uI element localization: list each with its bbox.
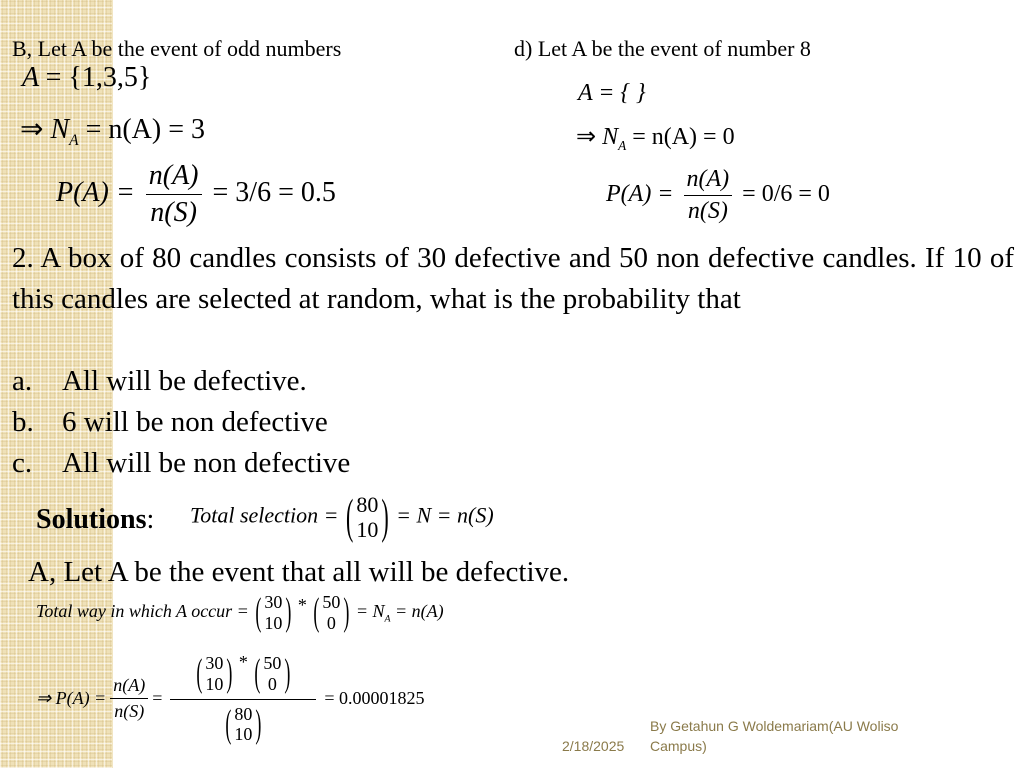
binomial-50-0 <box>254 650 291 695</box>
solutions-label: Solutions <box>36 504 147 535</box>
left-heading: B, Let A be the event of odd numbers <box>12 36 342 61</box>
left-p-rhs: = 3/6 = 0.5 <box>212 176 336 208</box>
left-p-denominator: n(S) <box>150 197 197 228</box>
binom-bottom: 10 <box>205 673 224 694</box>
right-p-fraction <box>684 166 733 225</box>
final-fraction <box>110 675 148 722</box>
item-marker: c. <box>12 447 33 479</box>
footer-date: 2/18/2025 <box>562 738 625 754</box>
part-a-heading: A, Let A be the event that all will be defective. <box>28 556 570 588</box>
right-p-lhs: P(A) = <box>606 181 674 208</box>
left-n-symbol: N <box>50 114 70 145</box>
implies-symbol: ⇒ <box>20 114 44 145</box>
binom-top: 30 <box>205 653 224 674</box>
item-text: 6 will be non defective <box>62 406 328 438</box>
right-paren: ) <box>226 650 233 695</box>
left-set-equation <box>22 62 151 94</box>
binom-stack <box>260 653 284 694</box>
left-paren: ( <box>313 589 320 634</box>
final-denominator: n(S) <box>114 700 145 721</box>
binom-top: 80 <box>234 703 253 724</box>
binom-bottom: 10 <box>264 612 283 633</box>
multiply-star: * <box>238 652 248 672</box>
binom-bottom: 10 <box>356 517 379 543</box>
combination-fraction <box>170 652 316 745</box>
right-paren: ) <box>343 589 350 634</box>
binom-top: 50 <box>322 592 341 612</box>
left-n-subscript: A <box>69 131 79 149</box>
binom-top: 80 <box>356 492 379 517</box>
binomial-80-10 <box>345 488 389 544</box>
right-n-equation <box>576 122 735 154</box>
left-p-fraction <box>146 160 202 229</box>
left-probability-equation <box>56 160 336 229</box>
final-prefix: ⇒ P(A) = <box>36 687 107 708</box>
right-p-denominator: n(S) <box>687 198 728 224</box>
right-set-equation: A = { } <box>578 80 646 106</box>
left-n-equation <box>20 112 205 150</box>
binom-stack <box>231 704 255 745</box>
multiply-star: * <box>297 594 307 615</box>
way-label: Total way in which A occur = <box>36 600 249 621</box>
problem-items <box>12 361 350 484</box>
total-selection-equation <box>190 488 494 544</box>
final-numerator: n(A) <box>110 675 148 699</box>
binom-bottom: 0 <box>326 612 336 633</box>
list-item <box>12 361 350 402</box>
binomial-30-10 <box>255 589 292 634</box>
right-heading: d) Let A be the event of number 8 <box>514 36 811 61</box>
solutions-colon: : <box>146 504 155 535</box>
left-set-eq: = <box>45 62 62 93</box>
item-marker: b. <box>12 406 34 438</box>
right-paren: ) <box>285 589 292 634</box>
list-item <box>12 402 350 443</box>
binomial-50-0 <box>313 589 350 634</box>
right-paren: ) <box>381 488 389 544</box>
footer-author: By Getahun G Woldemariam(AU Woliso Campus) <box>650 718 899 754</box>
left-n-rest: = n(A) = 3 <box>85 114 206 145</box>
binom-bottom: 10 <box>234 724 253 745</box>
total-selection-rhs: = N = n(S) <box>396 502 494 528</box>
right-n-symbol: N <box>602 124 619 150</box>
left-paren: ( <box>345 488 354 544</box>
way-rhs-rest: = n(A) <box>395 600 444 621</box>
way-equation <box>36 589 444 634</box>
item-marker: a. <box>12 365 33 397</box>
left-paren: ( <box>254 650 261 695</box>
left-paren: ( <box>196 650 203 695</box>
right-p-rhs: = 0/6 = 0 <box>742 181 830 208</box>
right-paren: ) <box>255 701 262 746</box>
final-probability-equation <box>36 652 425 745</box>
right-paren: ) <box>284 650 291 695</box>
right-n-subscript: A <box>618 137 627 153</box>
left-paren: ( <box>225 701 232 746</box>
left-p-lhs: P(A) = <box>56 176 135 208</box>
item-text: All will be non defective <box>62 447 351 479</box>
left-p-numerator: n(A) <box>146 160 202 195</box>
item-text: All will be defective. <box>62 365 307 397</box>
list-item <box>12 443 350 484</box>
way-rhs-subscript: A <box>384 613 391 625</box>
right-n-rest: = n(A) = 0 <box>632 124 735 150</box>
final-result: = 0.00001825 <box>324 687 425 708</box>
binom-stack <box>261 592 285 633</box>
combination-numerator <box>170 652 316 700</box>
final-eq: = <box>152 687 163 708</box>
binom-bottom: 0 <box>267 673 277 694</box>
implies-symbol: ⇒ <box>576 124 597 150</box>
total-selection-label: Total selection = <box>190 502 339 528</box>
binom-stack <box>202 653 226 694</box>
binom-stack <box>319 592 343 633</box>
left-set-value: {1,3,5} <box>68 62 152 93</box>
binom-stack <box>353 492 381 543</box>
left-set-lhs: A <box>22 62 39 93</box>
way-rhs-eq: = N <box>355 600 385 621</box>
right-probability-equation <box>606 166 830 225</box>
binom-top: 30 <box>264 592 283 612</box>
binom-top: 50 <box>263 653 282 674</box>
binomial-80-10 <box>225 701 262 746</box>
left-paren: ( <box>255 589 262 634</box>
problem-statement: 2. A box of 80 candles consists of 30 defective and 50 non defective candles. If 10 of this candles are selected at random, what is the probability that <box>12 242 1014 315</box>
combination-denominator <box>220 700 266 745</box>
binomial-30-10 <box>196 650 233 695</box>
right-p-numerator: n(A) <box>684 166 733 196</box>
solutions-label-line <box>36 504 154 536</box>
